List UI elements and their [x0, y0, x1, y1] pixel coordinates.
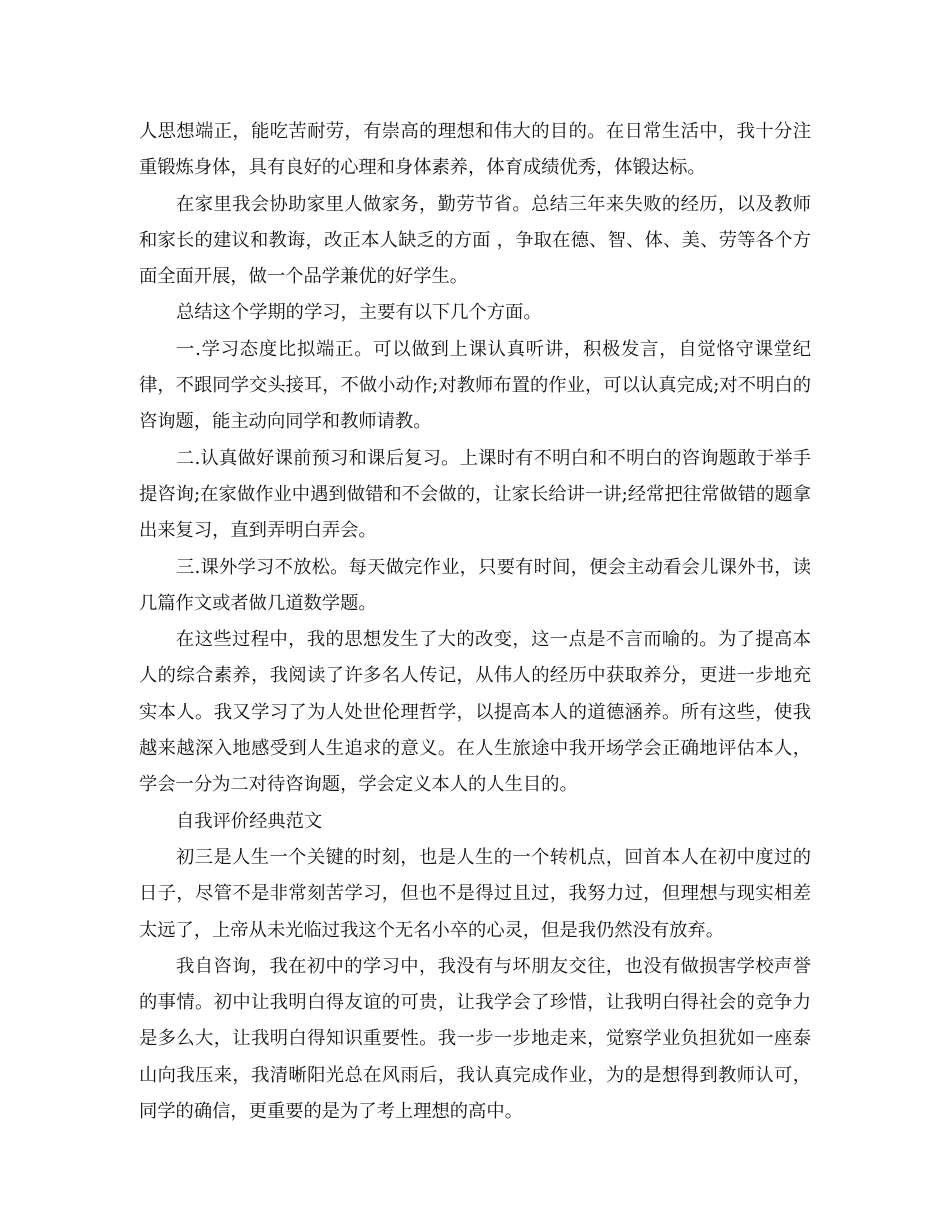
paragraph: 我自咨询，我在初中的学习中，我没有与坏朋友交往，也没有做损害学校声誉的事情。初中让我明白得友谊的可贵，让我学会了珍惜，让我明白得社会的竞争力是多么大，让我明白得知识重要性。我一步一步地走来，觉察学业负担犹如一座泰山向我压来，我清晰阳光总在风雨后，我认真完成作业，为的是想得到教师认可，同学的确信，更重要的是为了考上理想的高中。	[139, 955, 811, 1123]
document-body	[139, 114, 811, 1130]
paragraph: 在家里我会协助家里人做家务，勤劳节省。总结三年来失败的经历，以及教师和家长的建议和教诲，改正本人缺乏的方面 ，争取在德、智、体、美、劳等各个方面全面开展，做一个品学兼优的好学生。	[139, 193, 811, 288]
section-heading: 自我评价经典范文	[176, 810, 323, 832]
paragraph: 一.学习态度比拟端正。可以做到上课认真听讲，积极发言，自觉恪守课堂纪律，不跟同学交头接耳，不做小动作;对教师布置的作业，可以认真完成;对不明白的咨询题，能主动向同学和教师请教。	[139, 338, 811, 433]
paragraph: 三.课外学习不放松。每天做完作业，只要有时间，便会主动看会儿课外书，读几篇作文或者做几道数学题。	[139, 556, 811, 614]
paragraph: 二.认真做好课前预习和课后复习。上课时有不明白和不明白的咨询题敢于举手提咨询;在家做作业中遇到做错和不会做的，让家长给讲一讲;经常把往常做错的题拿出来复习，直到弄明白弄会。	[139, 447, 811, 542]
paragraph: 总结这个学期的学习，主要有以下几个方面。	[176, 302, 542, 324]
paragraph: 人思想端正，能吃苦耐劳，有崇高的理想和伟大的目的。在日常生活中，我十分注重锻炼身体，具有良好的心理和身体素养，体育成绩优秀，体锻达标。	[139, 121, 811, 179]
paragraph: 初三是人生一个关键的时刻，也是人生的一个转机点，回首本人在初中度过的日子，尽管不是非常刻苦学习，但也不是得过且过，我努力过，但理想与现实相差太远了，上帝从未光临过我这个无名小卒的心灵，但是我仍然没有放弃。	[139, 846, 811, 941]
paragraph: 在这些过程中，我的思想发生了大的改变，这一点是不言而喻的。为了提高本人的综合素养，我阅读了许多名人传记，从伟人的经历中获取养分，更进一步地充实本人。我又学习了为人处世伦理哲学，以提高本人的道德涵养。所有这些，使我越来越深入地感受到人生追求的意义。在人生旅途中我开场学会正确地评估本人，学会一分为二对待咨询题，学会定义本人的人生目的。	[139, 629, 811, 796]
